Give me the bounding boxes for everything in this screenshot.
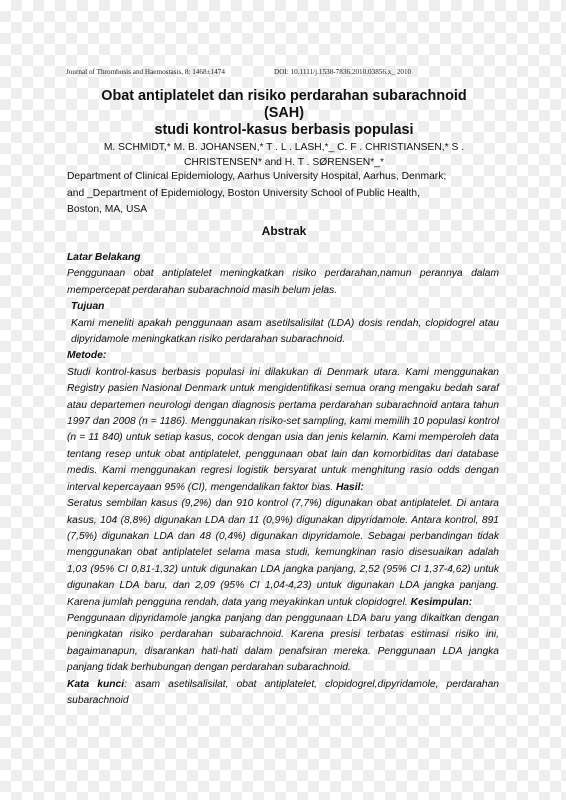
author-line: M. SCHMIDT,* M. B. JOHANSEN,* T . L . LASH,*_ C. F . CHRISTIANSEN,* S . bbox=[103, 142, 465, 153]
title-line: Obat antiplatelet dan risiko perdarahan subarachnoid bbox=[101, 88, 467, 104]
metode-text: Studi kontrol-kasus berbasis populasi ini dilakukan di Denmark utara. Kami menggunakan Registry pasien Nasional Denmark untuk mengidentifikasi semua orang mengaku bedah saraf atau departemen neurologi dengan diagnosis pertama perdarahan subarachnoid antara tahun 1997 dan 2008 (n = 1186). Menggunakan risiko-set sampling, kami memilih 10 populasi kontrol (n = 11 840) untuk setiap kasus, cocok dengan usia dan jenis kelamin. Kami memperoleh data tentang resep untuk obat antiplatelet, penggunaan obat lain dan komorbiditas dari database medis. Kami menggunakan regresi logistik bersyarat untuk menghitung rasio odds dengan interval kepercayaan 95% (CI), mengendalikan faktor bias. bbox=[67, 366, 499, 493]
paper-title bbox=[66, 88, 502, 139]
title-line: studi kontrol-kasus berbasis populasi bbox=[154, 122, 414, 138]
keywords-text: : asam asetilsalisilat, obat antiplatelet, clopidogrel,dipyridamole, perdarahan subarachnoid bbox=[67, 678, 499, 706]
affiliations bbox=[67, 169, 503, 219]
section-text-hasil bbox=[67, 496, 499, 611]
running-header bbox=[66, 68, 506, 76]
section-heading-hasil: Hasil: bbox=[335, 481, 364, 493]
hasil-text: Seratus sembilan kasus (9,2%) dan 910 kontrol (7,7%) digunakan obat antiplatelet. Di antara kasus, 104 (8,8%) digunakan LDA dan 11 (0,9%) digunakan dipyridamole. Antara kontrol, 891 (7,5%) digunakan LDA dan 48 (0,4%) digunakan dipyridamole. Sebagai perbandingan tidak menggunakan obat antiplatelet selama masa studi, kemungkinan rasio disesuaikan adalah 1,03 (95% CI 0,81-1,32) untuk digunakan LDA jangka panjang, 2,52 (95% CI 1,37-4,62) untuk digunakan LDA baru, dan 2,09 (95% CI 1,04-4,23) untuk digunakan LDA jangka panjang. Karena jumlah pengguna rendah, data yang meyakinkan untuk clopidogrel. bbox=[67, 498, 499, 608]
section-text-tujuan: Kami meneliti apakah penggunaan asam asetilsalisilat (LDA) dosis rendah, clopidogrel atau dipyridamole meningkatkan risiko perdarahan subarachnoid. bbox=[71, 317, 499, 346]
section-text-kesimpulan: Penggunaan dipyridamole jangka panjang dan penggunaan LDA baru yang dikaitkan dengan peningkatan risiko perdarahan subarachnoid. Karena presisi terbatas estimasi risiko ini, bagaimanapun, disarankan hati-hati dalam penafsiran mereka. Penggunaan LDA jangka panjang tidak berhubungan dengan perdarahan subarachnoid. bbox=[67, 612, 499, 674]
keywords bbox=[67, 677, 499, 710]
section-text-latar: Penggunaan obat antiplatelet meningkatkan risiko perdarahan,namun perannya dalam mempercepat perdarahan subarachnoid masih belum jelas. bbox=[67, 268, 499, 296]
abstract-body bbox=[67, 250, 499, 709]
section-heading-tujuan: Tujuan bbox=[71, 301, 105, 313]
affiliation-line: and _Department of Epidemiology, Boston University School of Public Health, bbox=[67, 187, 420, 199]
section-heading-latar: Latar Belakang bbox=[67, 252, 141, 263]
doi-text: DOI: 10.1111/j.1538-7836.2010.03856.x_ 2010 bbox=[274, 68, 412, 76]
keywords-heading: Kata kunci bbox=[67, 678, 125, 690]
affiliation-line: Department of Clinical Epidemiology, Aarhus University Hospital, Aarhus, Denmark; bbox=[67, 171, 447, 182]
author-line: CHRISTENSEN* and H. T . SØRENSEN*_* bbox=[184, 157, 384, 168]
section-heading-kesimpulan: Kesimpulan: bbox=[410, 596, 473, 608]
section-text-metode bbox=[67, 365, 499, 496]
affiliation-line: Boston, MA, USA bbox=[67, 204, 148, 215]
section-heading-metode: Metode: bbox=[67, 350, 107, 362]
title-line: (SAH) bbox=[264, 105, 304, 121]
author-list bbox=[66, 140, 502, 170]
journal-citation: Journal of Thrombosis and Haemostasis, 8: 1468±1474 bbox=[66, 68, 225, 76]
abstract-heading: Abstrak bbox=[261, 224, 307, 238]
